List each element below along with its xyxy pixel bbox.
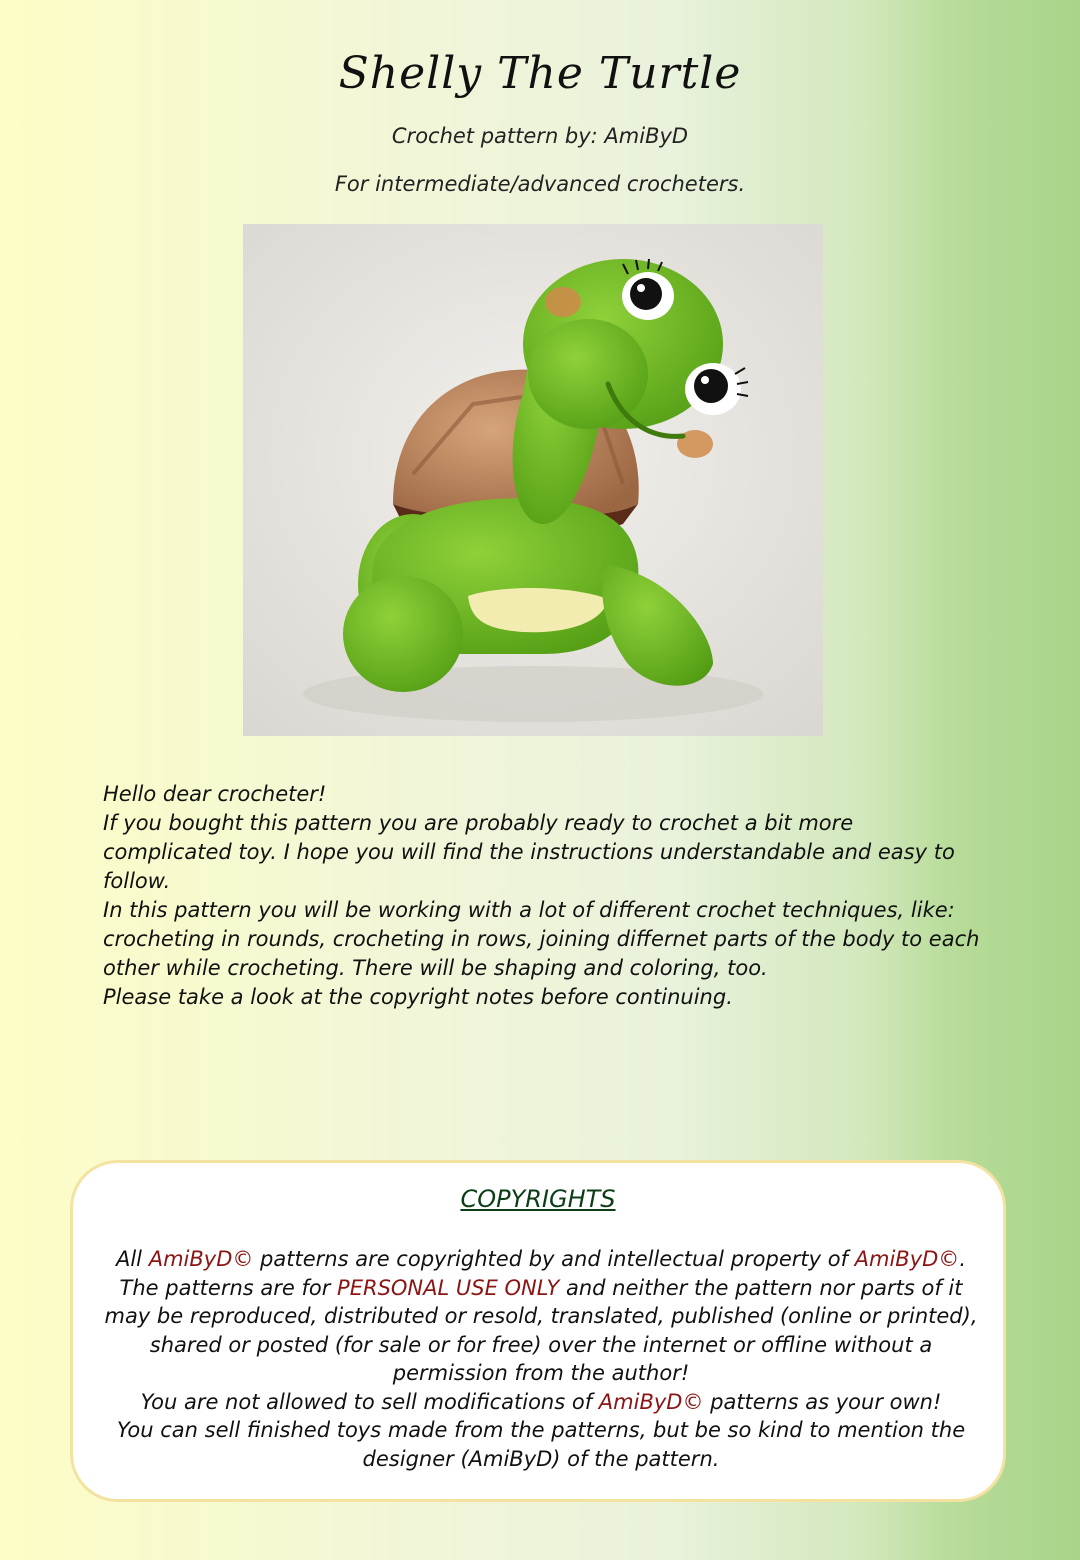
author-byline: Crochet pattern by: AmiByD (391, 124, 689, 148)
copyright-text-part: You are not allowed to sell modifications of (140, 1389, 599, 1414)
copyright-text-part: . (959, 1247, 966, 1271)
personal-use-notice: PERSONAL USE ONLY (337, 1275, 560, 1300)
page-title: Shelly The Turtle (338, 48, 742, 99)
intro-line: In this pattern you will be working with a lot of different crochet techniques, like: crocheting in rounds, crocheting in rows, joining differnet parts of the body to each other while crocheting. There will be shaping and coloring, too. (103, 898, 980, 980)
copyright-text-part: patterns are copyrighted by and intellectual property of (253, 1247, 855, 1271)
intro-line: Please take a look at the copyright notes before continuing. (103, 985, 733, 1009)
intro-line: If you bought this pattern you are probably ready to crochet a bit more complicated toy. I hope you will find the instructions understandable and easy to follow. (103, 811, 955, 893)
copyright-text-part: You can sell finished toys made from the patterns, but be so kind to mention the designer (AmiByD) of the pattern. (116, 1418, 966, 1471)
copyright-text-part: and neither the pattern nor parts of it may be reproduced, distributed or resold, translated, published (online or printed), shared or posted (for sale or for free) over the internet or offline without a permission from the author! (104, 1275, 978, 1385)
copyright-heading: COPYRIGHTS (460, 1185, 616, 1213)
copyright-text-part: All (115, 1247, 149, 1271)
turtle-photo (243, 224, 823, 736)
copyright-text-part: The patterns are for (119, 1275, 338, 1300)
brand-name: AmiByD© (854, 1247, 960, 1271)
copyright-text (103, 1245, 979, 1473)
copyright-card (70, 1160, 1006, 1502)
copyright-text-part: patterns as your own! (703, 1389, 942, 1414)
intro-text (103, 780, 983, 1012)
brand-name: AmiByD© (598, 1389, 704, 1414)
brand-name: AmiByD© (148, 1247, 254, 1271)
skill-level: For intermediate/advanced crocheters. (334, 172, 746, 196)
intro-line: Hello dear crocheter! (103, 782, 327, 806)
